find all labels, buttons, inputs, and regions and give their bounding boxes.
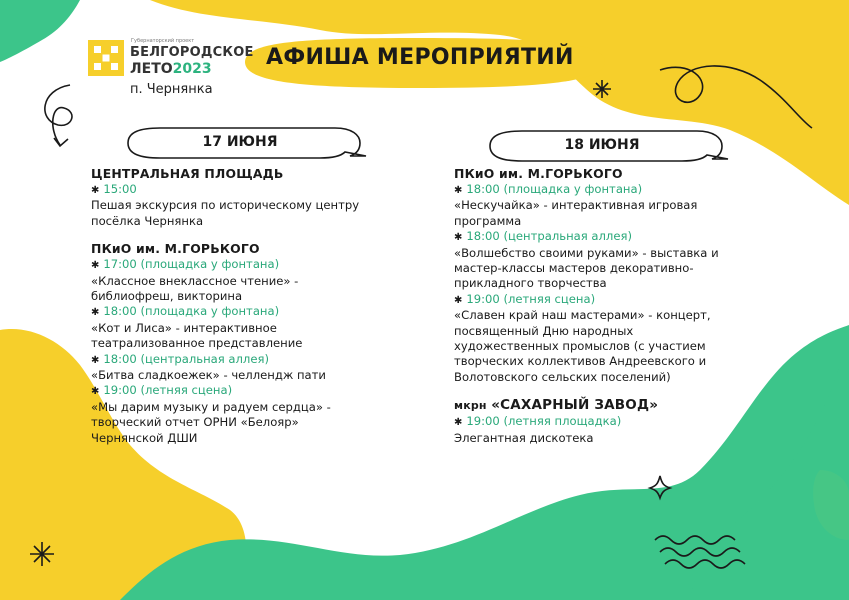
event-time-text: 19:00 (летняя сцена) bbox=[103, 383, 233, 398]
event-time-text: 19:00 (летняя сцена) bbox=[466, 291, 596, 306]
asterisk-icon: ✱ bbox=[91, 185, 100, 196]
day-header-18: 18 ИЮНЯ bbox=[564, 137, 640, 153]
event-description: посвященный Дню народных bbox=[454, 323, 634, 338]
asterisk-icon: ✱ bbox=[91, 386, 100, 398]
event-time-text: 18:00 (центральная аллея) bbox=[103, 351, 269, 366]
event-time bbox=[454, 182, 774, 198]
asterisk-icon: ✱ bbox=[91, 307, 100, 319]
event-time bbox=[454, 292, 774, 308]
event-time bbox=[454, 229, 774, 245]
event-description: посёлка Чернянка bbox=[91, 213, 204, 228]
venue-title: ПКиО им. М.ГОРЬКОГО bbox=[454, 166, 623, 181]
event-description: Волотовского сельских поселений) bbox=[454, 369, 671, 384]
logo-year: 2023 bbox=[172, 61, 212, 77]
event-description: программа bbox=[454, 213, 522, 228]
event-description: «Битва сладкоежек» - челлендж пати bbox=[91, 368, 326, 383]
logo-tagline: Губернаторский проект bbox=[131, 38, 195, 44]
event-description: Чернянской ДШИ bbox=[91, 430, 198, 445]
venue-title: ПКиО им. М.ГОРЬКОГО bbox=[91, 241, 260, 257]
event-description: «Мы дарим музыку и радуем сердца» - bbox=[91, 399, 331, 414]
event-time-text: 15:00 bbox=[103, 182, 137, 196]
event-time-text: 18:00 (площадка у фонтана) bbox=[103, 304, 280, 319]
event-description: прикладного творчества bbox=[454, 276, 607, 291]
venue-name bbox=[454, 397, 774, 414]
page-title: АФИША МЕРОПРИЯТИЙ bbox=[266, 45, 574, 70]
logo-town: п. Чернянка bbox=[130, 82, 213, 97]
asterisk-icon: ✱ bbox=[454, 294, 463, 306]
venue-prefix: мкрн bbox=[454, 399, 487, 413]
venue-title: «САХАРНЫЙ ЗАВОД» bbox=[491, 397, 659, 414]
asterisk-icon: ✱ bbox=[454, 232, 463, 244]
event-time-text: 18:00 (площадка у фонтана) bbox=[466, 182, 643, 196]
asterisk-icon: ✱ bbox=[91, 354, 100, 366]
event-description: художественных промыслов (с участием bbox=[454, 339, 706, 354]
event-description: творческих коллективов Андреевского и bbox=[454, 354, 707, 369]
venue-name bbox=[91, 166, 391, 182]
event-time bbox=[91, 182, 391, 198]
event-description: Элегантная дискотека bbox=[454, 430, 594, 445]
schedule-column-day1 bbox=[91, 166, 391, 446]
logo-line2 bbox=[130, 61, 212, 77]
event-time bbox=[91, 383, 391, 399]
event-description: «Кот и Лиса» - интерактивное bbox=[91, 320, 277, 335]
venue-name bbox=[454, 166, 774, 182]
event-time-text: 19:00 (летняя площадка) bbox=[466, 414, 622, 429]
logo bbox=[86, 38, 254, 108]
logo-word: ЛЕТО bbox=[130, 61, 173, 77]
event-description: «Классное внеклассное чтение» - bbox=[91, 273, 299, 288]
event-description: театрализованное представление bbox=[91, 336, 303, 351]
asterisk-icon: ✱ bbox=[91, 260, 100, 272]
event-description: «Славен край наш мастерами» - концерт, bbox=[454, 308, 711, 323]
day-header-17: 17 ИЮНЯ bbox=[202, 134, 278, 150]
event-time bbox=[454, 414, 774, 430]
event-description: «Волшебство своими руками» - выставка и bbox=[454, 245, 719, 260]
green-blob-top-left bbox=[0, 0, 80, 62]
logo-line1: БЕЛГОРОДСКОЕ bbox=[130, 45, 254, 60]
event-time bbox=[91, 257, 391, 273]
event-description: творческий отчет ОРНИ «Белояр» bbox=[91, 415, 299, 430]
event-description: Пешая экскурсия по историческому центру bbox=[91, 198, 360, 213]
asterisk-icon: ✱ bbox=[454, 417, 463, 429]
event-time-text: 18:00 (центральная аллея) bbox=[466, 229, 632, 244]
event-description: «Нескучайка» - интерактивная игровая bbox=[454, 198, 698, 213]
venue-title: ЦЕНТРАЛЬНАЯ ПЛОЩАДЬ bbox=[91, 166, 284, 181]
venue-name bbox=[91, 241, 391, 257]
event-description: мастер-классы мастеров декоративно- bbox=[454, 261, 694, 276]
asterisk-icon: ✱ bbox=[454, 185, 463, 196]
event-description: библиофреш, викторина bbox=[91, 289, 243, 304]
schedule-column-day2 bbox=[454, 166, 774, 446]
event-time-text: 17:00 (площадка у фонтана) bbox=[103, 257, 280, 272]
yellow-lattice-logo-icon bbox=[86, 38, 126, 78]
event-time bbox=[91, 304, 391, 320]
swirl-arrow-left bbox=[45, 85, 72, 145]
event-time bbox=[91, 352, 391, 368]
